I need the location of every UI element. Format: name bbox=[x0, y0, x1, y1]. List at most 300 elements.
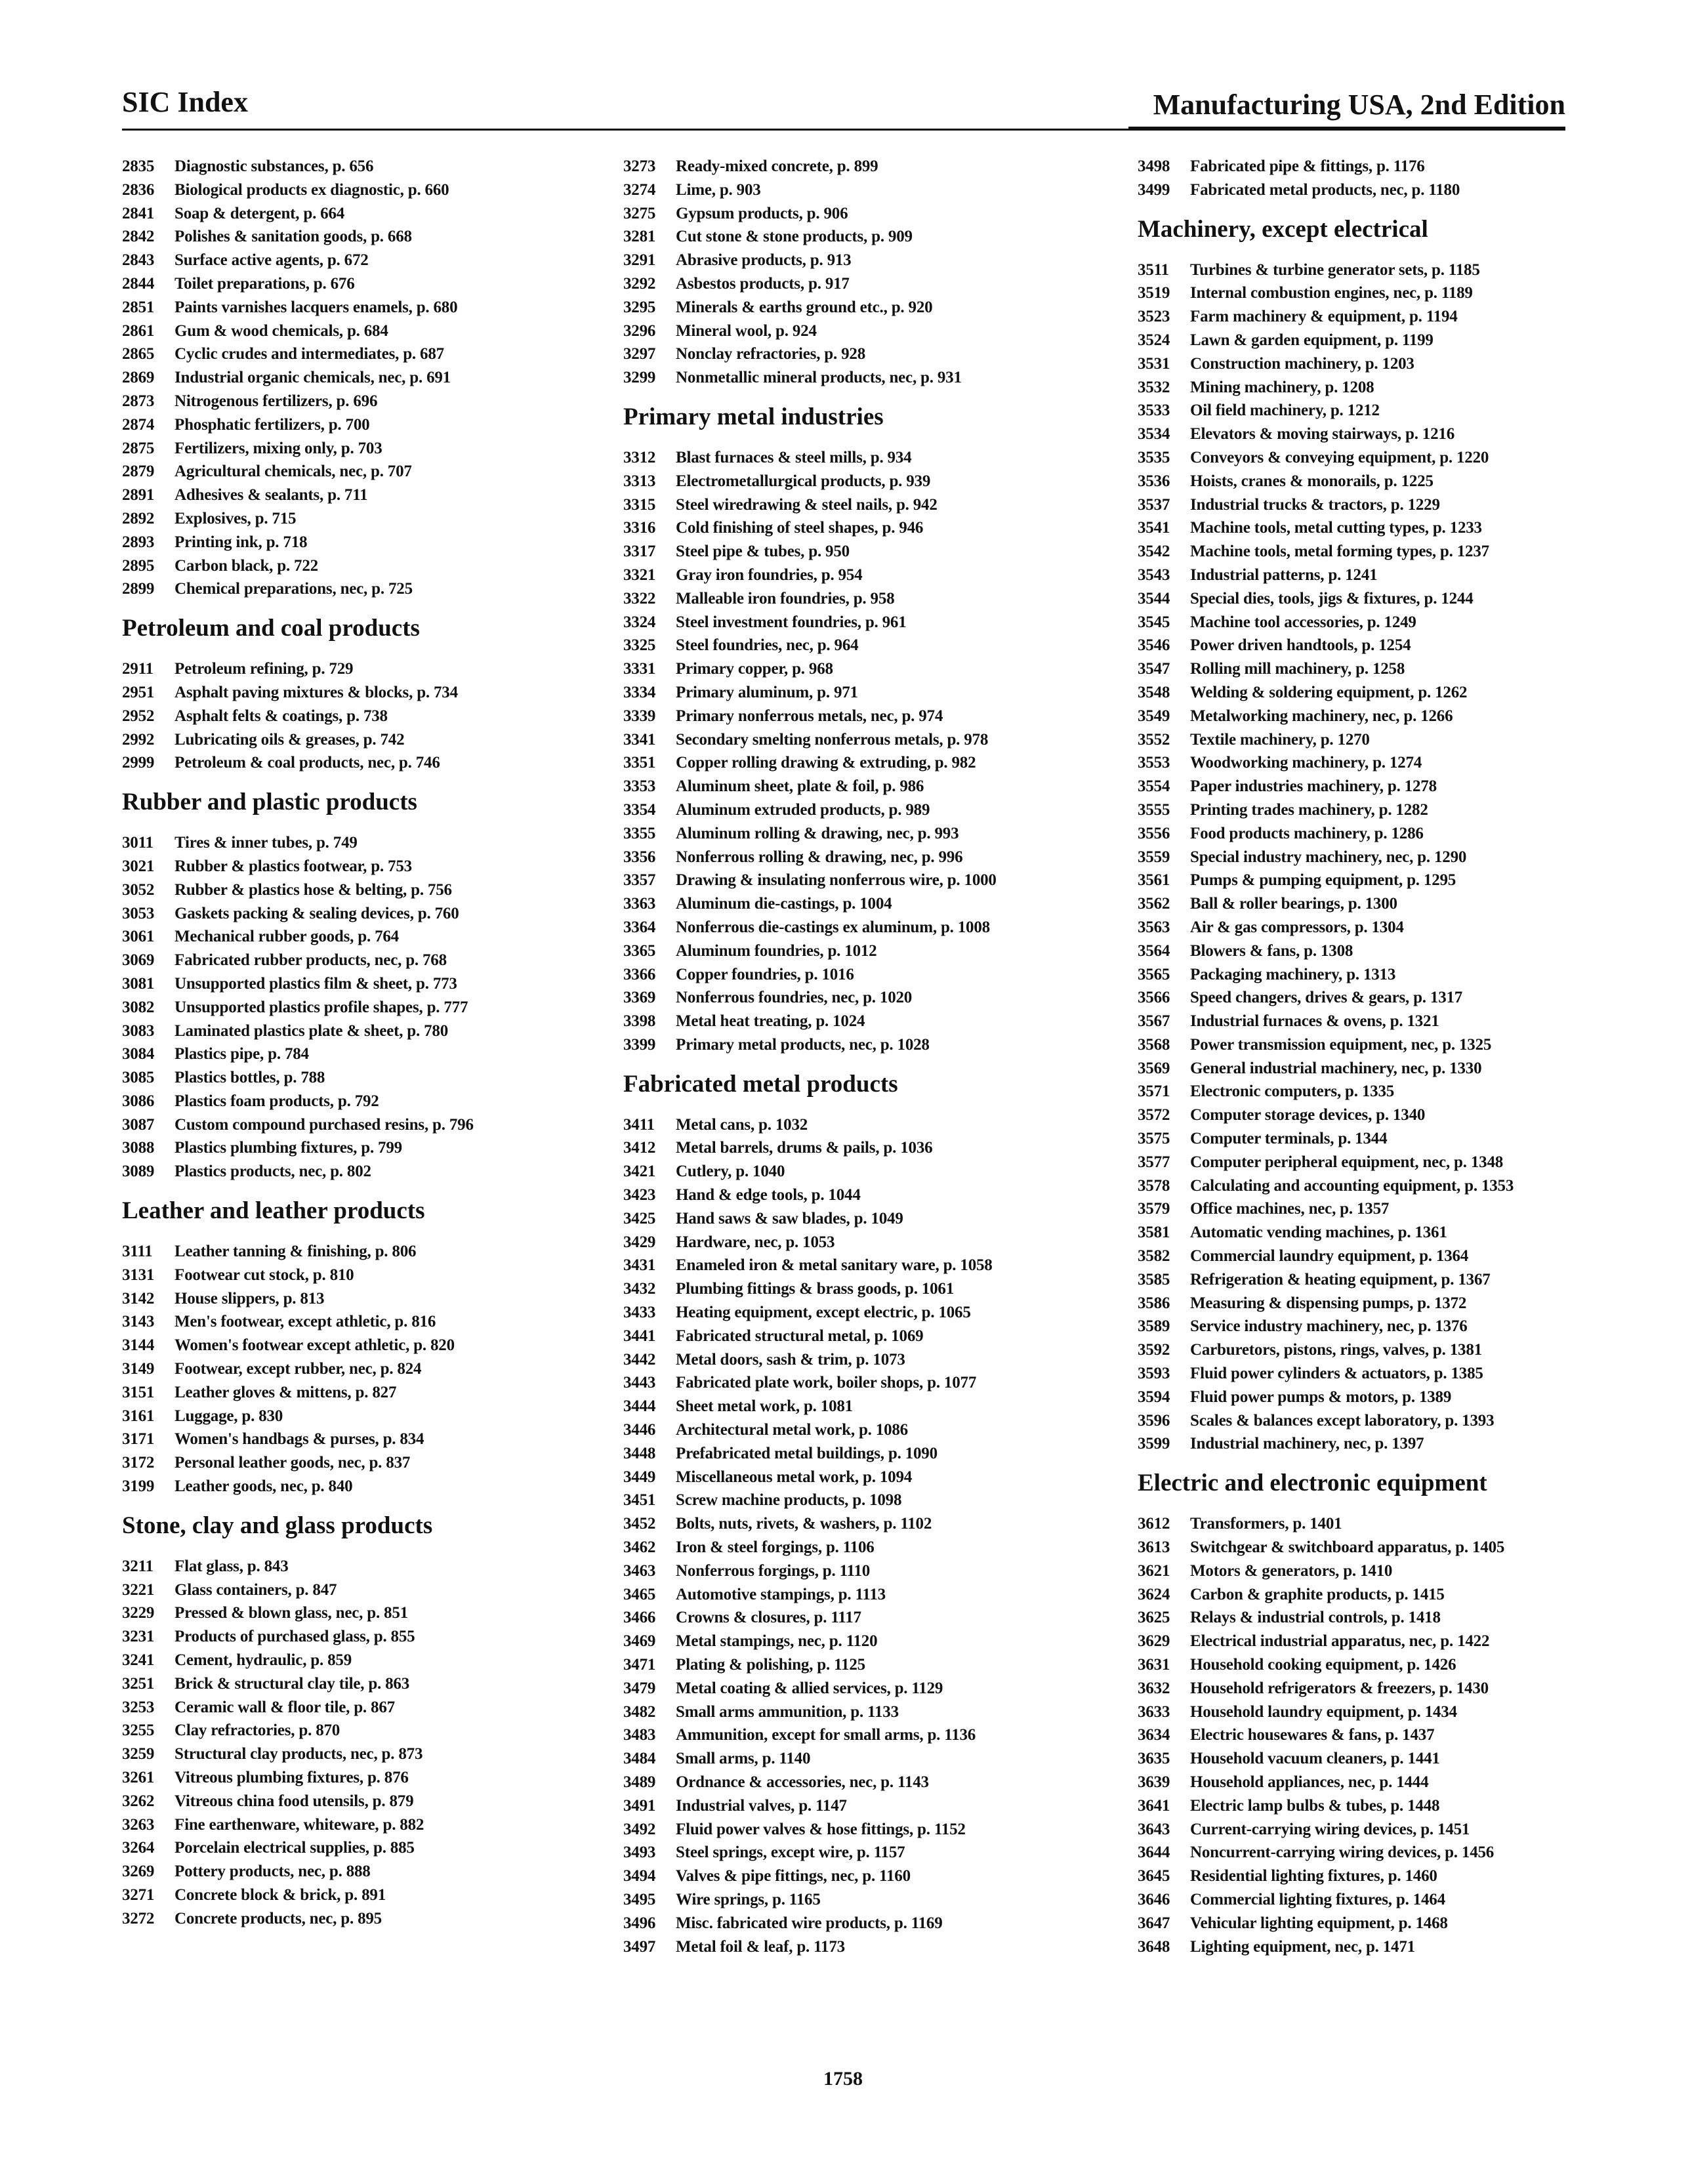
industry-description: Rubber & plastics hose & belting, p. 756 bbox=[175, 880, 452, 899]
index-entry bbox=[122, 1357, 594, 1381]
index-entry bbox=[623, 470, 1122, 493]
sic-code: 2895 bbox=[122, 556, 155, 575]
sic-code: 2891 bbox=[122, 486, 155, 505]
sic-code: 3011 bbox=[122, 834, 154, 852]
industry-description: Leather gloves & mittens, p. 827 bbox=[175, 1383, 397, 1401]
index-entry bbox=[623, 342, 1122, 366]
index-entry bbox=[122, 272, 594, 296]
sic-code: 3593 bbox=[1138, 1365, 1170, 1383]
sic-code: 3259 bbox=[122, 1745, 155, 1763]
industry-description: Primary aluminum, p. 971 bbox=[676, 683, 858, 701]
industry-description: Noncurrent-carrying wiring devices, p. 1456 bbox=[1190, 1844, 1495, 1862]
index-entry bbox=[623, 892, 1122, 916]
sic-code: 3497 bbox=[623, 1937, 656, 1956]
industry-description: Paints varnishes lacquers enamels, p. 680 bbox=[175, 298, 458, 316]
industry-description: Chemical preparations, nec, p. 725 bbox=[175, 580, 413, 598]
sic-code: 3441 bbox=[623, 1327, 656, 1345]
index-entry bbox=[1138, 1771, 1597, 1794]
sic-code: 3536 bbox=[1138, 472, 1170, 490]
index-entry bbox=[1138, 822, 1597, 846]
industry-description: Agricultural chemicals, nec, p. 707 bbox=[175, 463, 412, 481]
industry-description: Adhesives & sealants, p. 711 bbox=[175, 486, 368, 505]
sic-code: 3292 bbox=[623, 274, 656, 293]
sic-code: 3021 bbox=[122, 857, 155, 875]
sic-code: 3296 bbox=[623, 321, 656, 340]
sic-code: 3633 bbox=[1138, 1702, 1170, 1721]
sic-code: 3334 bbox=[623, 683, 656, 701]
industry-description: Plastics pipe, p. 784 bbox=[175, 1045, 309, 1063]
sic-code: 3586 bbox=[1138, 1294, 1170, 1312]
sic-code: 3631 bbox=[1138, 1656, 1170, 1674]
index-entry bbox=[623, 1818, 1122, 1842]
index-column-1 bbox=[122, 155, 594, 1931]
sic-code: 3161 bbox=[122, 1407, 155, 1425]
industry-description: Metalworking machinery, nec, p. 1266 bbox=[1190, 707, 1453, 725]
sic-code: 3563 bbox=[1138, 918, 1170, 936]
index-entry bbox=[623, 178, 1122, 202]
industry-description: Nonclay refractories, p. 928 bbox=[676, 345, 866, 363]
sic-code: 3052 bbox=[122, 880, 155, 899]
sic-code: 2836 bbox=[122, 180, 155, 199]
industry-description: Aluminum rolling & drawing, nec, p. 993 bbox=[676, 824, 959, 842]
sic-code: 3211 bbox=[122, 1557, 154, 1575]
index-entry bbox=[623, 1677, 1122, 1700]
sic-code: 2999 bbox=[122, 754, 155, 772]
index-entry bbox=[122, 831, 594, 855]
sic-code: 3494 bbox=[623, 1867, 656, 1885]
index-entry bbox=[1138, 681, 1597, 705]
index-entry bbox=[1138, 1315, 1597, 1338]
sic-code: 3369 bbox=[623, 989, 656, 1007]
index-entry bbox=[1138, 1794, 1597, 1818]
industry-description: Flat glass, p. 843 bbox=[175, 1557, 289, 1575]
index-entry bbox=[122, 1020, 594, 1043]
sic-code: 3366 bbox=[623, 965, 656, 983]
index-entry bbox=[122, 681, 594, 705]
industry-description: Fertilizers, mixing only, p. 703 bbox=[175, 439, 382, 457]
sic-code: 2875 bbox=[122, 439, 155, 457]
index-entry bbox=[1138, 1338, 1597, 1362]
industry-description: Ceramic wall & floor tile, p. 867 bbox=[175, 1698, 395, 1716]
index-entry bbox=[122, 1649, 594, 1672]
industry-description: Carburetors, pistons, rings, valves, p. 1381 bbox=[1190, 1341, 1482, 1359]
sic-code: 3451 bbox=[623, 1491, 656, 1510]
sic-code: 3575 bbox=[1138, 1130, 1170, 1148]
sic-code: 3446 bbox=[623, 1421, 656, 1439]
industry-description: Women's footwear except athletic, p. 820 bbox=[175, 1336, 455, 1355]
index-entry bbox=[623, 540, 1122, 564]
index-section bbox=[623, 155, 1122, 390]
industry-description: Woodworking machinery, p. 1274 bbox=[1190, 754, 1422, 772]
sic-code: 3496 bbox=[623, 1914, 656, 1932]
index-entry bbox=[122, 972, 594, 996]
industry-description: Industrial trucks & tractors, p. 1229 bbox=[1190, 495, 1440, 514]
index-entry bbox=[623, 1747, 1122, 1771]
industry-description: Concrete block & brick, p. 891 bbox=[175, 1886, 386, 1904]
index-entry bbox=[623, 681, 1122, 705]
industry-description: Iron & steel forgings, p. 1106 bbox=[676, 1538, 875, 1557]
sic-code: 3599 bbox=[1138, 1435, 1170, 1453]
index-entry bbox=[122, 390, 594, 413]
index-section bbox=[623, 1066, 1122, 1959]
index-entry bbox=[1138, 963, 1597, 987]
sic-code: 3321 bbox=[623, 566, 656, 584]
index-entry bbox=[122, 531, 594, 554]
index-section bbox=[122, 610, 594, 775]
index-entry bbox=[623, 272, 1122, 296]
sic-code: 2911 bbox=[122, 660, 154, 678]
sic-code: 3142 bbox=[122, 1289, 155, 1308]
industry-description: Malleable iron foundries, p. 958 bbox=[676, 589, 895, 608]
index-entry bbox=[623, 1010, 1122, 1033]
industry-description: Household cooking equipment, p. 1426 bbox=[1190, 1656, 1456, 1674]
industry-description: Lubricating oils & greases, p. 742 bbox=[175, 730, 405, 749]
index-entry bbox=[1138, 1536, 1597, 1559]
industry-description: Blowers & fans, p. 1308 bbox=[1190, 941, 1353, 960]
sic-code: 3364 bbox=[623, 918, 656, 936]
index-entry bbox=[623, 1254, 1122, 1277]
industry-description: Plastics bottles, p. 788 bbox=[175, 1069, 325, 1087]
index-entry bbox=[1138, 1245, 1597, 1268]
sic-code: 3317 bbox=[623, 543, 656, 561]
index-entry bbox=[1138, 305, 1597, 329]
sic-code: 3448 bbox=[623, 1444, 656, 1462]
sic-code: 3646 bbox=[1138, 1890, 1170, 1908]
sic-code: 3644 bbox=[1138, 1844, 1170, 1862]
sic-code: 3087 bbox=[122, 1115, 155, 1134]
index-entry bbox=[623, 1033, 1122, 1057]
industry-description: Metal doors, sash & trim, p. 1073 bbox=[676, 1350, 905, 1369]
industry-description: Secondary smelting nonferrous metals, p. 978 bbox=[676, 730, 989, 749]
index-entry bbox=[623, 1207, 1122, 1231]
industry-description: Diagnostic substances, p. 656 bbox=[175, 157, 374, 175]
index-entry bbox=[122, 507, 594, 531]
industry-description: Calculating and accounting equipment, p. 1353 bbox=[1190, 1176, 1514, 1195]
sic-code: 3582 bbox=[1138, 1247, 1170, 1266]
industry-description: Copper rolling drawing & extruding, p. 982 bbox=[676, 754, 976, 772]
sic-code: 3444 bbox=[623, 1397, 656, 1416]
sic-code: 2869 bbox=[122, 369, 155, 387]
index-entry bbox=[623, 1371, 1122, 1395]
sic-code: 3569 bbox=[1138, 1059, 1170, 1077]
index-entry bbox=[623, 775, 1122, 798]
industry-description: Minerals & earths ground etc., p. 920 bbox=[676, 298, 933, 316]
industry-description: Machine tools, metal forming types, p. 1237 bbox=[1190, 543, 1489, 561]
sic-code: 3594 bbox=[1138, 1388, 1170, 1406]
index-entry bbox=[122, 1381, 594, 1405]
index-entry bbox=[623, 1723, 1122, 1747]
index-entry bbox=[623, 1841, 1122, 1865]
sic-code: 3172 bbox=[122, 1454, 155, 1472]
industry-description: Fluid power pumps & motors, p. 1389 bbox=[1190, 1388, 1452, 1406]
index-entry bbox=[1138, 869, 1597, 892]
index-entry bbox=[1138, 1841, 1597, 1865]
index-entry bbox=[623, 225, 1122, 249]
index-entry bbox=[623, 1630, 1122, 1653]
industry-description: Laminated plastics plate & sheet, p. 780 bbox=[175, 1021, 449, 1040]
index-entry bbox=[1138, 657, 1597, 681]
industry-description: Wire springs, p. 1165 bbox=[676, 1890, 821, 1908]
sic-code: 3221 bbox=[122, 1580, 155, 1599]
industry-description: Vehicular lighting equipment, p. 1468 bbox=[1190, 1914, 1448, 1932]
industry-description: Metal heat treating, p. 1024 bbox=[676, 1012, 865, 1031]
index-entry bbox=[623, 1301, 1122, 1325]
industry-description: Primary nonferrous metals, nec, p. 974 bbox=[676, 707, 943, 725]
index-entry bbox=[122, 1625, 594, 1649]
industry-description: Fabricated rubber products, nec, p. 768 bbox=[175, 951, 447, 970]
sic-code: 3552 bbox=[1138, 730, 1170, 749]
industry-description: Primary metal products, nec, p. 1028 bbox=[676, 1035, 930, 1054]
sic-code: 3585 bbox=[1138, 1270, 1170, 1288]
industry-description: Sheet metal work, p. 1081 bbox=[676, 1397, 853, 1416]
sic-code: 3443 bbox=[623, 1374, 656, 1392]
industry-description: Metal coating & allied services, p. 1129 bbox=[676, 1679, 943, 1697]
sic-code: 3535 bbox=[1138, 448, 1170, 466]
index-entry bbox=[1138, 775, 1597, 798]
industry-description: Scales & balances except laboratory, p. 1393 bbox=[1190, 1411, 1495, 1430]
sic-code: 3546 bbox=[1138, 636, 1170, 655]
index-entry bbox=[1138, 1197, 1597, 1221]
section-title: Rubber and plastic products bbox=[122, 789, 417, 816]
industry-description: Fabricated structural metal, p. 1069 bbox=[676, 1327, 924, 1345]
index-entry bbox=[1138, 939, 1597, 963]
index-entry bbox=[623, 1559, 1122, 1583]
sic-code: 3542 bbox=[1138, 543, 1170, 561]
sic-code: 3462 bbox=[623, 1538, 656, 1557]
industry-description: Men's footwear, except athletic, p. 816 bbox=[175, 1313, 436, 1331]
sic-code: 3592 bbox=[1138, 1341, 1170, 1359]
index-entry bbox=[1138, 1080, 1597, 1103]
industry-description: House slippers, p. 813 bbox=[175, 1289, 325, 1308]
section-title: Primary metal industries bbox=[623, 403, 884, 430]
industry-description: Steel foundries, nec, p. 964 bbox=[676, 636, 859, 655]
sic-code: 2843 bbox=[122, 251, 155, 270]
sic-code: 3231 bbox=[122, 1628, 155, 1646]
index-entry bbox=[623, 1348, 1122, 1372]
industry-description: Rubber & plastics footwear, p. 753 bbox=[175, 857, 412, 875]
sic-code: 3465 bbox=[623, 1585, 656, 1603]
industry-description: Speed changers, drives & gears, p. 1317 bbox=[1190, 989, 1463, 1007]
sic-code: 3053 bbox=[122, 904, 155, 922]
sic-code: 3531 bbox=[1138, 354, 1170, 373]
index-entry bbox=[1138, 1292, 1597, 1315]
index-entry bbox=[1138, 1630, 1597, 1653]
index-entry bbox=[122, 855, 594, 878]
index-entry bbox=[122, 1475, 594, 1498]
index-entry bbox=[122, 902, 594, 926]
industry-description: Mining machinery, p. 1208 bbox=[1190, 378, 1374, 396]
industry-description: Ammunition, except for small arms, p. 1136 bbox=[676, 1726, 976, 1744]
sic-code: 3648 bbox=[1138, 1937, 1170, 1956]
industry-description: Household appliances, nec, p. 1444 bbox=[1190, 1773, 1429, 1791]
industry-description: Pottery products, nec, p. 888 bbox=[175, 1863, 371, 1881]
index-entry bbox=[1138, 1432, 1597, 1456]
industry-description: Transformers, p. 1401 bbox=[1190, 1515, 1342, 1533]
industry-description: Residential lighting fixtures, p. 1460 bbox=[1190, 1867, 1437, 1885]
index-entry bbox=[122, 925, 594, 949]
index-entry bbox=[122, 413, 594, 437]
index-entry bbox=[1138, 1677, 1597, 1700]
sic-code: 3549 bbox=[1138, 707, 1170, 725]
sic-code: 3562 bbox=[1138, 895, 1170, 913]
industry-description: Brick & structural clay tile, p. 863 bbox=[175, 1674, 410, 1693]
index-entry bbox=[623, 1794, 1122, 1818]
sic-code: 3511 bbox=[1138, 260, 1169, 279]
index-entry bbox=[1138, 916, 1597, 939]
industry-description: Phosphatic fertilizers, p. 700 bbox=[175, 415, 370, 434]
sic-code: 3291 bbox=[623, 251, 656, 270]
sic-code: 3568 bbox=[1138, 1035, 1170, 1054]
index-entry bbox=[1138, 1606, 1597, 1630]
index-entry bbox=[122, 484, 594, 507]
industry-description: Vitreous plumbing fixtures, p. 876 bbox=[175, 1769, 409, 1787]
sic-code: 3471 bbox=[623, 1656, 656, 1674]
index-entry bbox=[623, 611, 1122, 634]
sic-code: 3273 bbox=[623, 157, 656, 175]
industry-description: Electric housewares & fans, p. 1437 bbox=[1190, 1726, 1435, 1744]
sic-code: 3398 bbox=[623, 1012, 656, 1031]
sic-code: 3483 bbox=[623, 1726, 656, 1744]
sic-code: 3589 bbox=[1138, 1317, 1170, 1336]
industry-description: Footwear, except rubber, nec, p. 824 bbox=[175, 1360, 422, 1378]
industry-description: Metal stampings, nec, p. 1120 bbox=[676, 1632, 878, 1651]
industry-description: Industrial organic chemicals, nec, p. 691 bbox=[175, 369, 451, 387]
index-entry bbox=[122, 342, 594, 366]
sic-code: 3484 bbox=[623, 1750, 656, 1768]
index-entry bbox=[623, 1160, 1122, 1184]
sic-code: 3533 bbox=[1138, 402, 1170, 420]
sic-code: 3357 bbox=[623, 871, 656, 890]
industry-description: Unsupported plastics film & sheet, p. 773 bbox=[175, 974, 457, 993]
index-entry bbox=[1138, 587, 1597, 611]
industry-description: Toilet preparations, p. 676 bbox=[175, 274, 355, 293]
index-entry bbox=[623, 1700, 1122, 1724]
sic-code: 2874 bbox=[122, 415, 155, 434]
industry-description: Plating & polishing, p. 1125 bbox=[676, 1656, 865, 1674]
index-entry bbox=[623, 1606, 1122, 1630]
index-entry bbox=[1138, 281, 1597, 305]
industry-description: Biological products ex diagnostic, p. 660 bbox=[175, 180, 449, 199]
industry-description: Oil field machinery, p. 1212 bbox=[1190, 402, 1380, 420]
index-entry bbox=[623, 564, 1122, 587]
sic-code: 3425 bbox=[623, 1209, 656, 1227]
industry-description: Conveyors & conveying equipment, p. 1220 bbox=[1190, 448, 1489, 466]
section-title: Petroleum and coal products bbox=[122, 615, 420, 642]
page-header bbox=[122, 85, 1565, 125]
index-entry bbox=[122, 1790, 594, 1813]
index-entry bbox=[122, 1287, 594, 1311]
industry-description: Clay refractories, p. 870 bbox=[175, 1721, 340, 1740]
industry-description: Unsupported plastics profile shapes, p. 777 bbox=[175, 998, 468, 1016]
industry-description: Petroleum & coal products, nec, p. 746 bbox=[175, 754, 440, 772]
sic-code: 3431 bbox=[623, 1256, 656, 1275]
sic-code: 3171 bbox=[122, 1430, 155, 1449]
sic-code: 3499 bbox=[1138, 180, 1170, 199]
index-entry bbox=[623, 202, 1122, 226]
sic-code: 2865 bbox=[122, 345, 155, 363]
sic-code: 3365 bbox=[623, 941, 656, 960]
index-entry bbox=[1138, 1888, 1597, 1912]
sic-code: 3559 bbox=[1138, 848, 1170, 866]
sic-code: 3613 bbox=[1138, 1538, 1170, 1557]
index-entry bbox=[122, 1696, 594, 1720]
industry-description: Surface active agents, p. 672 bbox=[175, 251, 369, 270]
sic-code: 3085 bbox=[122, 1069, 155, 1087]
industry-description: Asphalt felts & coatings, p. 738 bbox=[175, 707, 388, 725]
index-entry bbox=[623, 1466, 1122, 1489]
industry-description: Special industry machinery, nec, p. 1290 bbox=[1190, 848, 1467, 866]
sic-code: 3579 bbox=[1138, 1200, 1170, 1218]
index-entry bbox=[122, 1113, 594, 1137]
index-section bbox=[1138, 1465, 1597, 1958]
sic-code: 2892 bbox=[122, 509, 155, 527]
index-entry bbox=[122, 751, 594, 775]
sic-code: 3466 bbox=[623, 1609, 656, 1627]
industry-description: Computer terminals, p. 1344 bbox=[1190, 1130, 1388, 1148]
industry-description: Internal combustion engines, nec, p. 1189 bbox=[1190, 284, 1473, 302]
index-entry bbox=[1138, 564, 1597, 587]
sic-code: 3354 bbox=[623, 800, 656, 819]
sic-code: 3363 bbox=[623, 895, 656, 913]
sic-code: 3491 bbox=[623, 1796, 656, 1815]
sic-code: 3432 bbox=[623, 1280, 656, 1298]
index-entry bbox=[623, 319, 1122, 343]
industry-description: Ready-mixed concrete, p. 899 bbox=[676, 157, 878, 175]
index-section bbox=[623, 399, 1122, 1057]
sic-code: 3411 bbox=[623, 1115, 655, 1134]
index-entry bbox=[623, 366, 1122, 390]
index-entry bbox=[122, 705, 594, 728]
industry-description: Drawing & insulating nonferrous wire, p. 1000 bbox=[676, 871, 997, 890]
index-entry bbox=[122, 319, 594, 343]
industry-description: Gray iron foundries, p. 954 bbox=[676, 566, 863, 584]
sic-code: 3088 bbox=[122, 1139, 155, 1157]
sic-code: 3297 bbox=[623, 345, 656, 363]
index-entry bbox=[623, 916, 1122, 939]
industry-description: Electronic computers, p. 1335 bbox=[1190, 1082, 1395, 1101]
sic-code: 3322 bbox=[623, 589, 656, 608]
industry-description: Food products machinery, p. 1286 bbox=[1190, 824, 1424, 842]
sic-code: 3625 bbox=[1138, 1609, 1170, 1627]
index-entry bbox=[1138, 1033, 1597, 1057]
index-entry bbox=[122, 1264, 594, 1287]
industry-description: Industrial patterns, p. 1241 bbox=[1190, 566, 1378, 584]
index-entry bbox=[623, 1912, 1122, 1935]
industry-description: Nonferrous foundries, nec, p. 1020 bbox=[676, 989, 913, 1007]
sic-code: 3565 bbox=[1138, 965, 1170, 983]
sic-code: 3325 bbox=[623, 636, 656, 655]
industry-description: Blast furnaces & steel mills, p. 934 bbox=[676, 448, 912, 466]
industry-description: Copper foundries, p. 1016 bbox=[676, 965, 854, 983]
index-entry bbox=[623, 516, 1122, 540]
section-title: Machinery, except electrical bbox=[1138, 215, 1428, 243]
sic-code: 3523 bbox=[1138, 308, 1170, 326]
index-entry bbox=[122, 1066, 594, 1090]
industry-description: Pressed & blown glass, nec, p. 851 bbox=[175, 1604, 408, 1622]
sic-code: 3433 bbox=[623, 1304, 656, 1322]
sic-code: 3498 bbox=[1138, 157, 1170, 175]
sic-code: 3312 bbox=[623, 448, 656, 466]
sic-code: 3295 bbox=[623, 298, 656, 316]
sic-code: 3255 bbox=[122, 1721, 155, 1740]
index-entry bbox=[122, 1884, 594, 1907]
index-entry bbox=[1138, 1865, 1597, 1888]
index-entry bbox=[1138, 751, 1597, 775]
industry-description: Asbestos products, p. 917 bbox=[676, 274, 850, 293]
industry-description: Steel investment foundries, p. 961 bbox=[676, 613, 907, 631]
industry-description: Printing trades machinery, p. 1282 bbox=[1190, 800, 1428, 819]
industry-description: Small arms ammunition, p. 1133 bbox=[676, 1702, 899, 1721]
